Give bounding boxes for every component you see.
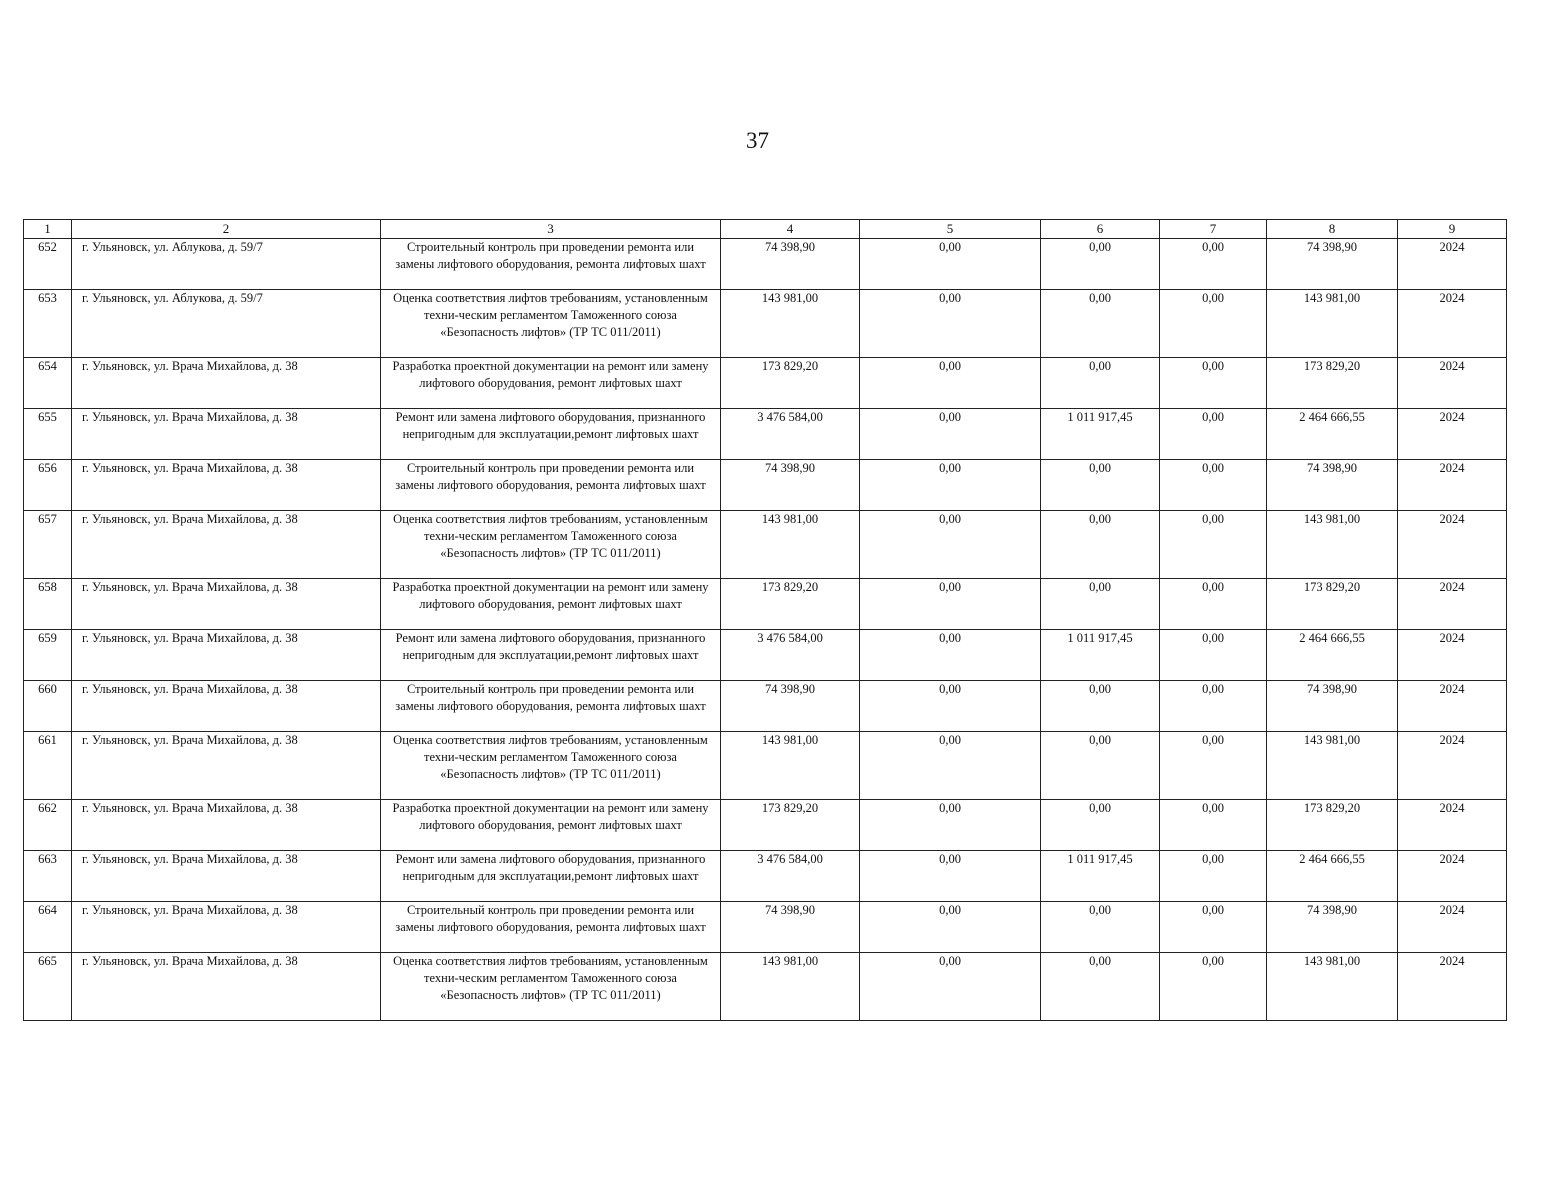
column-6-value: 0,00 (1041, 358, 1160, 409)
column-6-value: 0,00 (1041, 460, 1160, 511)
table-row (24, 239, 1507, 290)
page-number: 37 (746, 128, 769, 153)
address-cell: г. Ульяновск, ул. Врача Михайлова, д. 38 (72, 732, 381, 800)
column-8-value: 143 981,00 (1267, 732, 1398, 800)
column-header-6: 6 (1041, 220, 1160, 239)
column-7-value: 0,00 (1160, 681, 1267, 732)
work-description-cell: Оценка соответствия лифтов требованиям, установленным техни-ческим регламентом Таможенного союза «Безопасность лифтов» (ТР ТС 011/2011) (381, 953, 721, 1021)
column-6-value: 1 011 917,45 (1041, 851, 1160, 902)
column-5-value: 0,00 (860, 953, 1041, 1021)
work-description-cell: Ремонт или замена лифтового оборудования, признанного непригодным для эксплуатации,ремонт лифтовых шахт (381, 630, 721, 681)
column-8-value: 173 829,20 (1267, 800, 1398, 851)
column-8-value: 143 981,00 (1267, 511, 1398, 579)
column-4-value: 74 398,90 (721, 681, 860, 732)
column-5-value: 0,00 (860, 460, 1041, 511)
column-5-value: 0,00 (860, 630, 1041, 681)
column-6-value: 0,00 (1041, 681, 1160, 732)
column-8-value: 74 398,90 (1267, 460, 1398, 511)
table-header (24, 220, 1507, 239)
column-8-value: 2 464 666,55 (1267, 630, 1398, 681)
year-cell: 2024 (1398, 460, 1507, 511)
column-7-value: 0,00 (1160, 902, 1267, 953)
column-4-value: 3 476 584,00 (721, 409, 860, 460)
year-cell: 2024 (1398, 902, 1507, 953)
address-cell: г. Ульяновск, ул. Врача Михайлова, д. 38 (72, 902, 381, 953)
work-description-cell: Разработка проектной документации на ремонт или замену лифтового оборудования, ремонт лифтовых шахт (381, 579, 721, 630)
table-row (24, 511, 1507, 579)
year-cell: 2024 (1398, 630, 1507, 681)
column-5-value: 0,00 (860, 290, 1041, 358)
address-cell: г. Ульяновск, ул. Аблукова, д. 59/7 (72, 290, 381, 358)
row-number: 652 (24, 239, 72, 290)
address-cell: г. Ульяновск, ул. Врача Михайлова, д. 38 (72, 460, 381, 511)
column-5-value: 0,00 (860, 681, 1041, 732)
column-7-value: 0,00 (1160, 800, 1267, 851)
column-4-value: 143 981,00 (721, 732, 860, 800)
column-header-1: 1 (24, 220, 72, 239)
column-5-value: 0,00 (860, 800, 1041, 851)
table-row (24, 800, 1507, 851)
column-4-value: 74 398,90 (721, 460, 860, 511)
row-number: 659 (24, 630, 72, 681)
work-description-cell: Ремонт или замена лифтового оборудования, признанного непригодным для эксплуатации,ремонт лифтовых шахт (381, 409, 721, 460)
column-7-value: 0,00 (1160, 409, 1267, 460)
address-cell: г. Ульяновск, ул. Врача Михайлова, д. 38 (72, 800, 381, 851)
column-header-7: 7 (1160, 220, 1267, 239)
row-number: 654 (24, 358, 72, 409)
column-header-3: 3 (381, 220, 721, 239)
column-8-value: 74 398,90 (1267, 681, 1398, 732)
column-4-value: 3 476 584,00 (721, 851, 860, 902)
row-number: 665 (24, 953, 72, 1021)
column-8-value: 74 398,90 (1267, 239, 1398, 290)
address-cell: г. Ульяновск, ул. Врача Михайлова, д. 38 (72, 409, 381, 460)
table-body (24, 239, 1507, 1021)
address-cell: г. Ульяновск, ул. Врача Михайлова, д. 38 (72, 579, 381, 630)
column-8-value: 173 829,20 (1267, 358, 1398, 409)
year-cell: 2024 (1398, 800, 1507, 851)
column-6-value: 0,00 (1041, 290, 1160, 358)
column-4-value: 143 981,00 (721, 953, 860, 1021)
work-description-cell: Разработка проектной документации на ремонт или замену лифтового оборудования, ремонт лифтовых шахт (381, 800, 721, 851)
column-6-value: 0,00 (1041, 511, 1160, 579)
column-6-value: 0,00 (1041, 953, 1160, 1021)
column-7-value: 0,00 (1160, 732, 1267, 800)
works-table (23, 219, 1507, 1021)
year-cell: 2024 (1398, 732, 1507, 800)
table-row (24, 732, 1507, 800)
column-5-value: 0,00 (860, 732, 1041, 800)
column-6-value: 1 011 917,45 (1041, 409, 1160, 460)
work-description-cell: Ремонт или замена лифтового оборудования, признанного непригодным для эксплуатации,ремонт лифтовых шахт (381, 851, 721, 902)
column-8-value: 173 829,20 (1267, 579, 1398, 630)
column-6-value: 0,00 (1041, 239, 1160, 290)
column-5-value: 0,00 (860, 579, 1041, 630)
column-7-value: 0,00 (1160, 630, 1267, 681)
table-row (24, 290, 1507, 358)
address-cell: г. Ульяновск, ул. Врача Михайлова, д. 38 (72, 358, 381, 409)
column-7-value: 0,00 (1160, 358, 1267, 409)
table-row (24, 681, 1507, 732)
row-number: 664 (24, 902, 72, 953)
column-7-value: 0,00 (1160, 460, 1267, 511)
column-5-value: 0,00 (860, 409, 1041, 460)
table-row (24, 358, 1507, 409)
column-7-value: 0,00 (1160, 953, 1267, 1021)
row-number: 660 (24, 681, 72, 732)
column-header-5: 5 (860, 220, 1041, 239)
column-4-value: 173 829,20 (721, 800, 860, 851)
year-cell: 2024 (1398, 681, 1507, 732)
year-cell: 2024 (1398, 851, 1507, 902)
column-6-value: 0,00 (1041, 800, 1160, 851)
column-header-8: 8 (1267, 220, 1398, 239)
year-cell: 2024 (1398, 953, 1507, 1021)
column-8-value: 143 981,00 (1267, 953, 1398, 1021)
column-8-value: 2 464 666,55 (1267, 851, 1398, 902)
address-cell: г. Ульяновск, ул. Врача Михайлова, д. 38 (72, 630, 381, 681)
row-number: 661 (24, 732, 72, 800)
column-header-9: 9 (1398, 220, 1507, 239)
table-row (24, 579, 1507, 630)
column-4-value: 74 398,90 (721, 239, 860, 290)
column-7-value: 0,00 (1160, 511, 1267, 579)
column-4-value: 143 981,00 (721, 511, 860, 579)
column-5-value: 0,00 (860, 358, 1041, 409)
column-7-value: 0,00 (1160, 290, 1267, 358)
work-description-cell: Оценка соответствия лифтов требованиям, установленным техни-ческим регламентом Таможенного союза «Безопасность лифтов» (ТР ТС 011/2011) (381, 290, 721, 358)
address-cell: г. Ульяновск, ул. Врача Михайлова, д. 38 (72, 511, 381, 579)
work-description-cell: Разработка проектной документации на ремонт или замену лифтового оборудования, ремонт лифтовых шахт (381, 358, 721, 409)
row-number: 655 (24, 409, 72, 460)
address-cell: г. Ульяновск, ул. Аблукова, д. 59/7 (72, 239, 381, 290)
table-row (24, 409, 1507, 460)
column-header-4: 4 (721, 220, 860, 239)
column-5-value: 0,00 (860, 511, 1041, 579)
column-7-value: 0,00 (1160, 239, 1267, 290)
address-cell: г. Ульяновск, ул. Врача Михайлова, д. 38 (72, 953, 381, 1021)
table-row (24, 902, 1507, 953)
column-7-value: 0,00 (1160, 579, 1267, 630)
work-description-cell: Строительный контроль при проведении ремонта или замены лифтового оборудования, ремонта лифтовых шахт (381, 239, 721, 290)
row-number: 658 (24, 579, 72, 630)
column-6-value: 0,00 (1041, 732, 1160, 800)
row-number: 662 (24, 800, 72, 851)
table-row (24, 630, 1507, 681)
column-4-value: 173 829,20 (721, 358, 860, 409)
work-description-cell: Оценка соответствия лифтов требованиям, установленным техни-ческим регламентом Таможенного союза «Безопасность лифтов» (ТР ТС 011/2011) (381, 732, 721, 800)
header-row (24, 220, 1507, 239)
address-cell: г. Ульяновск, ул. Врача Михайлова, д. 38 (72, 851, 381, 902)
address-cell: г. Ульяновск, ул. Врача Михайлова, д. 38 (72, 681, 381, 732)
year-cell: 2024 (1398, 239, 1507, 290)
table-row (24, 460, 1507, 511)
work-description-cell: Строительный контроль при проведении ремонта или замены лифтового оборудования, ремонта лифтовых шахт (381, 460, 721, 511)
work-description-cell: Оценка соответствия лифтов требованиям, установленным техни-ческим регламентом Таможенного союза «Безопасность лифтов» (ТР ТС 011/2011) (381, 511, 721, 579)
row-number: 656 (24, 460, 72, 511)
year-cell: 2024 (1398, 579, 1507, 630)
year-cell: 2024 (1398, 511, 1507, 579)
table-row (24, 953, 1507, 1021)
column-4-value: 173 829,20 (721, 579, 860, 630)
row-number: 657 (24, 511, 72, 579)
column-7-value: 0,00 (1160, 851, 1267, 902)
column-4-value: 143 981,00 (721, 290, 860, 358)
row-number: 653 (24, 290, 72, 358)
column-8-value: 74 398,90 (1267, 902, 1398, 953)
column-6-value: 0,00 (1041, 579, 1160, 630)
column-8-value: 143 981,00 (1267, 290, 1398, 358)
column-5-value: 0,00 (860, 239, 1041, 290)
column-5-value: 0,00 (860, 851, 1041, 902)
column-6-value: 0,00 (1041, 902, 1160, 953)
column-6-value: 1 011 917,45 (1041, 630, 1160, 681)
column-4-value: 74 398,90 (721, 902, 860, 953)
column-header-2: 2 (72, 220, 381, 239)
year-cell: 2024 (1398, 358, 1507, 409)
work-description-cell: Строительный контроль при проведении ремонта или замены лифтового оборудования, ремонта лифтовых шахт (381, 902, 721, 953)
column-4-value: 3 476 584,00 (721, 630, 860, 681)
row-number: 663 (24, 851, 72, 902)
column-5-value: 0,00 (860, 902, 1041, 953)
column-8-value: 2 464 666,55 (1267, 409, 1398, 460)
year-cell: 2024 (1398, 290, 1507, 358)
work-description-cell: Строительный контроль при проведении ремонта или замены лифтового оборудования, ремонта лифтовых шахт (381, 681, 721, 732)
year-cell: 2024 (1398, 409, 1507, 460)
table-row (24, 851, 1507, 902)
